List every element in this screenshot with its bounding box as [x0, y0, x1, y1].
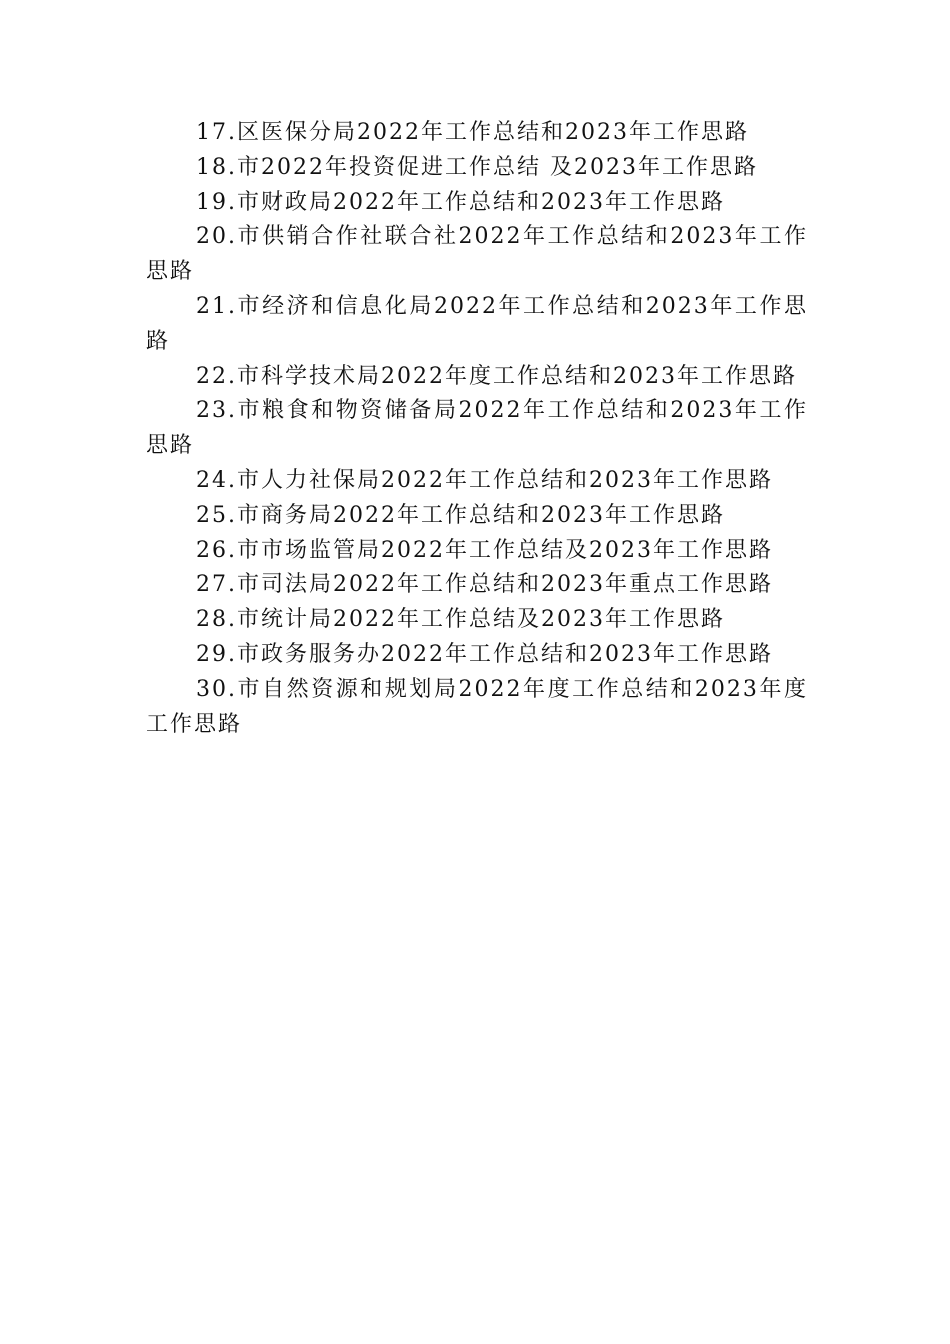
- list-item: 26.市市场监管局2022年工作总结及2023年工作思路: [196, 537, 773, 563]
- list-item: 25.市商务局2022年工作总结和2023年工作思路: [196, 502, 725, 528]
- list-item: 18.市2022年投资促进工作总结 及2023年工作思路: [196, 154, 758, 180]
- document-body: [146, 116, 808, 742]
- list-item: 20.市供销合作社联合社2022年工作总结和2023年工作思路: [146, 224, 808, 285]
- list-item: 28.市统计局2022年工作总结及2023年工作思路: [196, 607, 725, 633]
- list-item: 19.市财政局2022年工作总结和2023年工作思路: [196, 189, 725, 215]
- list-item: 22.市科学技术局2022年度工作总结和2023年工作思路: [196, 363, 797, 389]
- list-item: 17.区医保分局2022年工作总结和2023年工作思路: [196, 120, 749, 145]
- list-item: 21.市经济和信息化局2022年工作总结和2023年工作思路: [146, 293, 808, 354]
- list-item: 24.市人力社保局2022年工作总结和2023年工作思路: [196, 467, 773, 493]
- list-item: 30.市自然资源和规划局2022年度工作总结和2023年度工作思路: [146, 676, 808, 737]
- list-item: 23.市粮食和物资储备局2022年工作总结和2023年工作思路: [146, 398, 808, 459]
- list-item: 27.市司法局2022年工作总结和2023年重点工作思路: [196, 572, 773, 598]
- list-item: 29.市政务服务办2022年工作总结和2023年工作思路: [196, 641, 773, 667]
